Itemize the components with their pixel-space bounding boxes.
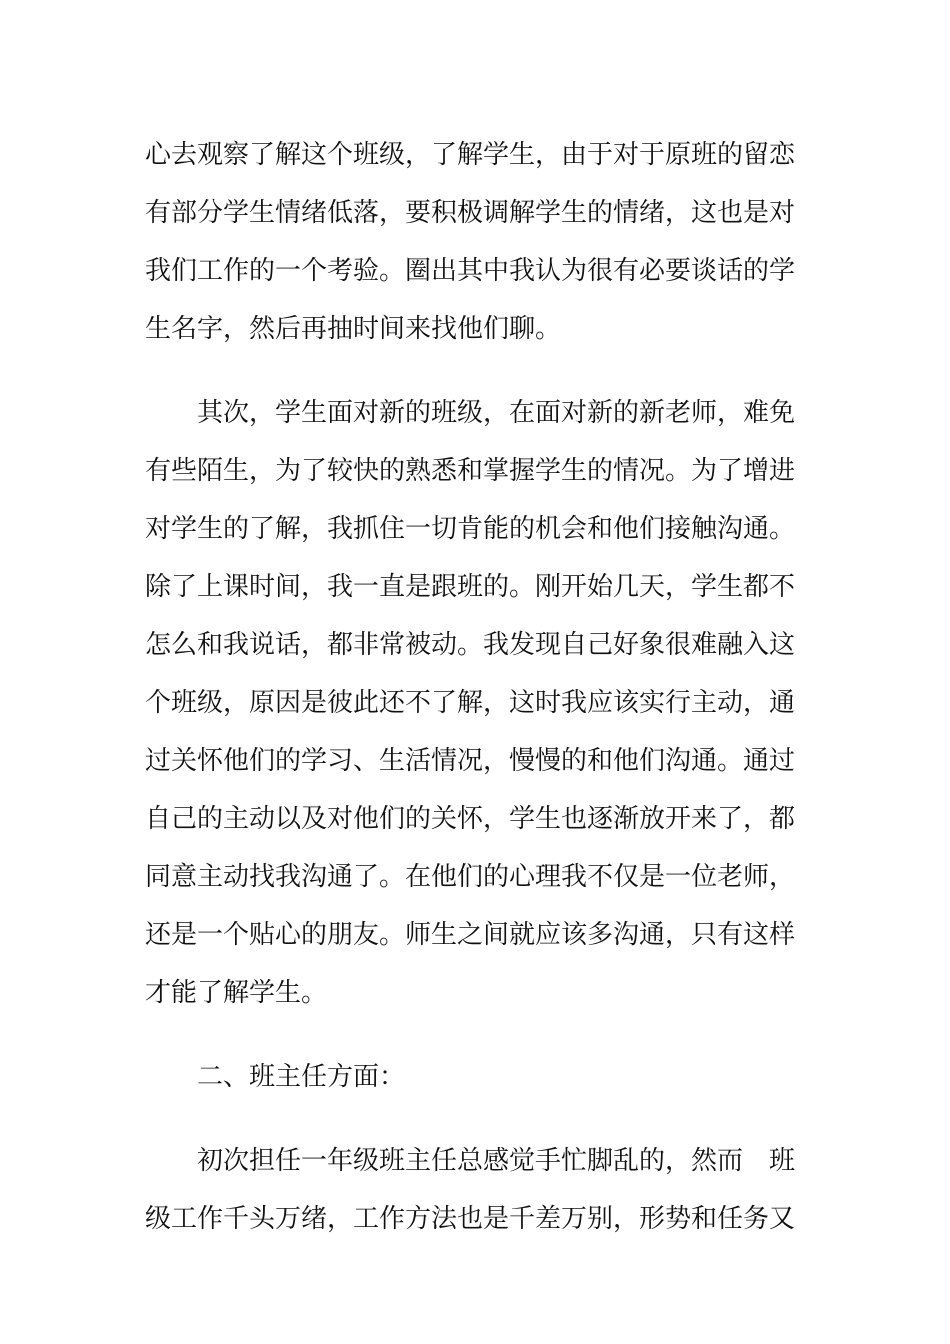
text-line: 级工作千头万绪，工作方法也是千差万别，形势和任务又 (145, 1204, 796, 1234)
text-line: 生名字，然后再抽时间来找他们聊。 (145, 314, 562, 344)
document-body (145, 126, 810, 1248)
text-line: 有些陌生，为了较快的熟悉和掌握学生的情况。为了增进 (145, 456, 796, 486)
text-line: 才能了解学生。 (145, 978, 328, 1008)
text-line: 有部分学生情绪低落，要积极调解学生的情绪，这也是对 (145, 198, 796, 228)
text-line: 心去观察了解这个班级，了解学生，由于对于原班的留恋 (145, 140, 796, 170)
paragraph-1 (145, 126, 810, 358)
text-line: 自己的主动以及对他们的关怀，学生也逐渐放开来了，都 (145, 804, 796, 834)
section-heading (145, 1048, 810, 1106)
text-line: 还是一个贴心的朋友。师生之间就应该多沟通，只有这样 (145, 920, 796, 950)
text-line: 我们工作的一个考验。圈出其中我认为很有必要谈话的学 (145, 256, 796, 286)
text-line: 二、班主任方面： (197, 1062, 406, 1092)
text-line: 其次，学生面对新的班级，在面对新的新老师，难免 (197, 398, 796, 428)
text-line: 除了上课时间，我一直是跟班的。刚开始几天，学生都不 (145, 572, 796, 602)
text-line: 初次担任一年级班主任总感觉手忙脚乱的，然而 班 (197, 1146, 796, 1176)
paragraph-4 (145, 1132, 810, 1248)
text-line: 个班级，原因是彼此还不了解，这时我应该实行主动，通 (145, 688, 796, 718)
text-line: 怎么和我说话，都非常被动。我发现自己好象很难融入这 (145, 630, 796, 660)
paragraph-2 (145, 384, 810, 1022)
text-line: 对学生的了解，我抓住一切肯能的机会和他们接触沟通。 (145, 514, 796, 544)
text-line: 同意主动找我沟通了。在他们的心理我不仅是一位老师， (145, 862, 796, 892)
text-line: 过关怀他们的学习、生活情况，慢慢的和他们沟通。通过 (145, 746, 796, 776)
